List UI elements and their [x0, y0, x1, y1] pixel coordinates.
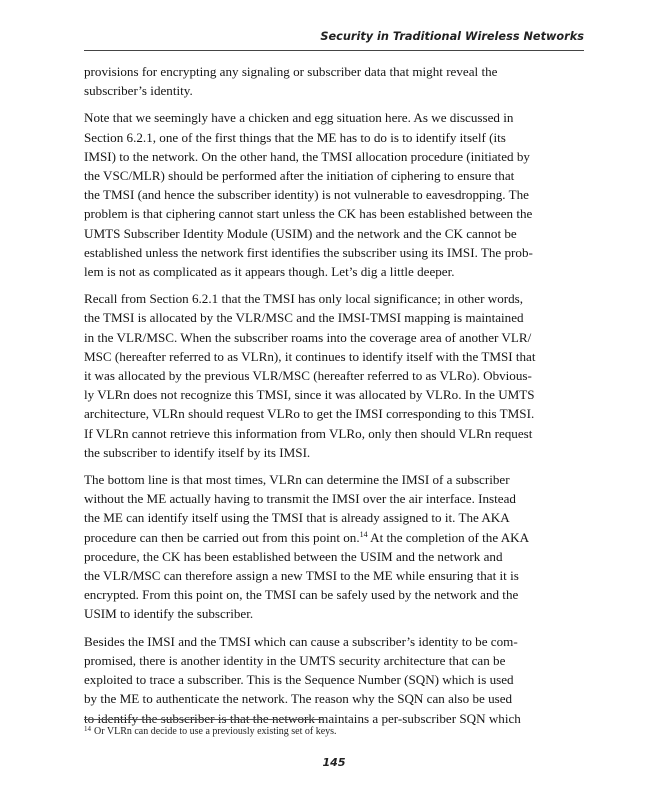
text-line: provisions for encrypting any signaling or subscriber data that might reveal the	[84, 64, 498, 79]
text-line: If VLRn cannot retrieve this information from VLRo, only then should VLRn request	[84, 425, 533, 441]
text-line-with-footnote	[84, 528, 586, 547]
text-line: the ME can identify itself using the TMSI that is already assigned to it. The AKA	[84, 510, 510, 526]
text-line: it was allocated by the previous VLR/MSC (hereafter referred to as VLRo). Obvious-	[84, 368, 532, 384]
text-line: encrypted. From this point on, the TMSI can be safely used by the network and the	[84, 587, 519, 603]
text-line: Section 6.2.1, one of the first things that the ME has to do is to identify itself (its	[84, 129, 506, 145]
text-line: problem is that ciphering cannot start unless the CK has been established between the	[84, 206, 533, 222]
paragraph-1	[84, 62, 586, 100]
text-line: subscriber’s identity.	[84, 83, 193, 99]
text-line: MSC (hereafter referred to as VLRn), it continues to identify itself with the TMSI that	[84, 348, 536, 364]
text-line: without the ME actually having to transmit the IMSI over the air interface. Instead	[84, 491, 516, 507]
paragraph-2	[84, 108, 586, 281]
text-line: established unless the network first identifies the subscriber using its IMSI. The prob-	[84, 244, 533, 260]
text-line: the VSC/MLR) should be performed after the initiation of ciphering to ensure that	[84, 168, 515, 184]
paragraph-4	[84, 470, 586, 624]
body-text	[84, 62, 586, 736]
footnote-reference: 14	[359, 529, 368, 539]
paragraph-5	[84, 632, 586, 728]
text-line: Besides the IMSI and the TMSI which can cause a subscriber’s identity to be com-	[84, 633, 518, 649]
text-line: procedure, the CK has been established between the USIM and the network and	[84, 548, 503, 564]
text-line: USIM to identify the subscriber.	[84, 606, 254, 622]
text-line: exploited to trace a subscriber. This is the Sequence Number (SQN) which is used	[84, 672, 514, 688]
text-line: UMTS Subscriber Identity Module (USIM) and the network and the CK cannot be	[84, 225, 517, 241]
paragraph-3	[84, 289, 586, 462]
text-line: to identify the subscriber is that the network maintains a per-subscriber SQN which	[84, 710, 521, 726]
footnote-rule	[84, 719, 324, 720]
header-rule	[84, 50, 584, 51]
text-line: the VLR/MSC can therefore assign a new TMSI to the ME while ensuring that it is	[84, 568, 519, 584]
text-fragment: procedure can then be carried out from this point on.	[84, 529, 360, 545]
text-line: architecture, VLRn should request VLRo to get the IMSI corresponding to this TMSI.	[84, 406, 535, 422]
running-header: Security in Traditional Wireless Networks	[320, 30, 584, 43]
text-line: Recall from Section 6.2.1 that the TMSI has only local significance; in other words,	[84, 291, 524, 307]
footnote-marker: 14	[84, 725, 91, 733]
text-line: the TMSI (and hence the subscriber identity) is not vulnerable to eavesdropping. The	[84, 187, 529, 203]
text-line: in the VLR/MSC. When the subscriber roams into the coverage area of another VLR/	[84, 329, 532, 345]
footnote	[84, 725, 584, 738]
text-line: ly VLRn does not recognize this TMSI, since it was allocated by VLRo. In the UMTS	[84, 387, 535, 403]
text-line: The bottom line is that most times, VLRn can determine the IMSI of a subscriber	[84, 472, 510, 488]
text-line: lem is not as complicated as it appears though. Let’s dig a little deeper.	[84, 264, 455, 280]
text-line: promised, there is another identity in the UMTS security architecture that can be	[84, 652, 506, 668]
text-fragment: At the completion of the AKA	[367, 529, 530, 545]
footnote-text: Or VLRn can decide to use a previously existing set of keys.	[94, 726, 337, 737]
page-number: 145	[322, 756, 346, 769]
text-line: Note that we seemingly have a chicken and egg situation here. As we discussed in	[84, 110, 514, 126]
text-line: by the ME to authenticate the network. The reason why the SQN can also be used	[84, 691, 513, 707]
text-line: IMSI) to the network. On the other hand, the TMSI allocation procedure (initiated by	[84, 148, 530, 164]
text-line: the subscriber to identify itself by its IMSI.	[84, 444, 311, 460]
text-line: the TMSI is allocated by the VLR/MSC and the IMSI-TMSI mapping is maintained	[84, 310, 524, 326]
